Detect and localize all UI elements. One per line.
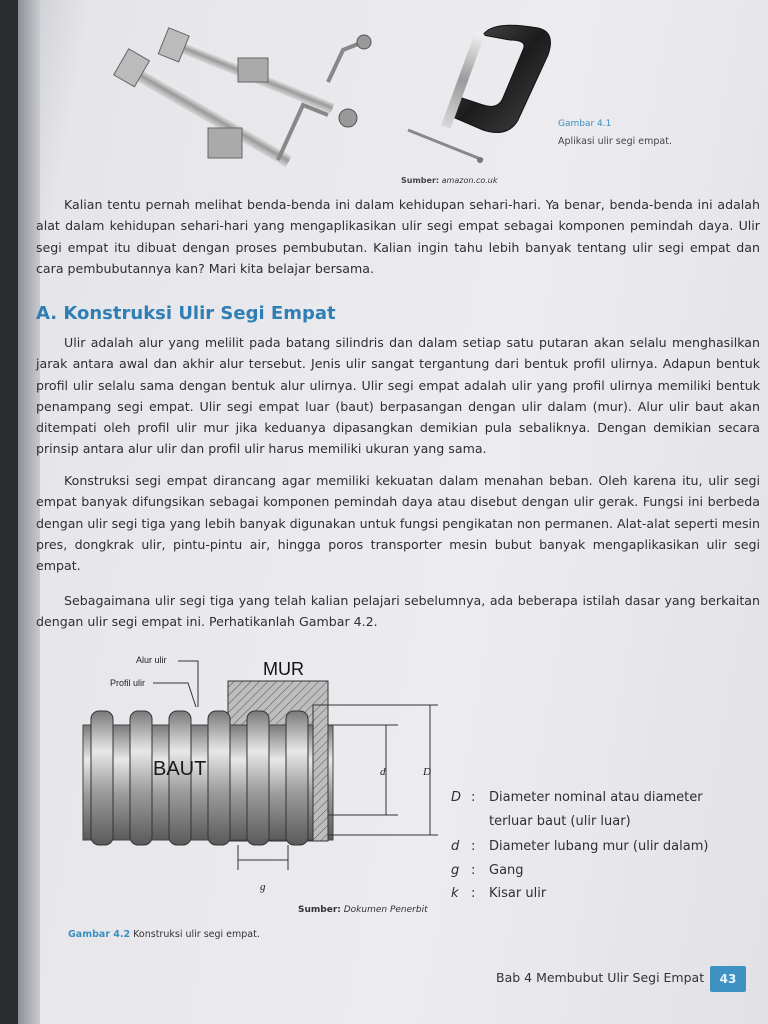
body-paragraph-3: Sebagaimana ulir segi tiga yang telah kalian pelajari sebelumnya, ada beberapa istilah dasar yang berkaitan dengan ulir segi empat ini. Perhatikanlah Gambar 4.2.	[36, 593, 760, 630]
figure-4-1-caption-text: Aplikasi ulir segi empat.	[558, 136, 672, 147]
figure-4-2-caption-text: Konstruksi ulir segi empat.	[133, 929, 260, 940]
label-baut: BAUT	[153, 758, 207, 780]
legend-text: terluar baut (ulir luar)	[489, 814, 631, 829]
figure-4-1-tools-illustration	[98, 10, 578, 190]
legend-row-d: d : Diameter lubang mur (ulir dalam)	[451, 839, 709, 854]
figure-4-1-source-value: amazon.co.uk	[441, 176, 498, 185]
legend-symbol: D	[451, 790, 462, 805]
legend-text: Diameter nominal atau diameter	[489, 790, 703, 805]
label-alur-ulir: Alur ulir	[136, 655, 167, 665]
figure-4-2-thread-diagram	[58, 645, 458, 930]
legend-symbol: g	[451, 863, 460, 878]
figure-4-2-source-value: Dokumen Penerbit	[343, 905, 428, 915]
figure-4-2-source	[298, 905, 428, 915]
figure-4-2-caption	[68, 929, 260, 940]
legend-symbol: d	[451, 839, 460, 854]
legend-text: Gang	[489, 863, 524, 878]
intro-paragraph: Kalian tentu pernah melihat benda-benda ini dalam kehidupan sehari-hari. Ya benar, benda-benda ini adalah alat dalam kehidupan sehari-hari yang mengaplikasikan ulir segi empat sebagai komponen pemindah daya. Ulir segi empat itu dibuat dengan proses pembubutan. Kalian ingin tahu lebih banyak tentang ulir segi empat dan cara pembubutannya kan? Mari kita belajar bersama.	[36, 197, 760, 276]
legend-text: Kisar ulir	[489, 886, 547, 901]
body-paragraph-1: Ulir adalah alur yang melilit pada batang silindris dan dalam setiap satu putaran akan selalu menghasilkan jarak antara awal dan akhir alur tersebut. Jenis ulir sangat tergantung dari bentuk profil ulirnya. Adapun bentuk profil ulir selalu sama dengan bentuk alur ulirnya. Ulir segi empat adalah ulir yang profil ulirnya memiliki bentuk penampang segi empat. Ulir segi empat luar (baut) berpasangan dengan ulir dalam (mur). Alur ulir baut akan ditempati oleh profil ulir mur jika keduanya dipasangkan demikian pula sebaliknya. Dengan demikian secara prinsip antara alur ulir dan profil ulir harus memiliki ukuran yang sama.	[36, 335, 760, 457]
body-paragraph-2: Konstruksi segi empat dirancang agar memiliki kekuatan dalam menahan beban. Oleh karena itu, ulir segi empat banyak difungsikan sebagai komponen pemindah daya atau disebut dengan ulir gerak. Fungsi ini berbeda dengan ulir segi tiga yang lebih banyak digunakan untuk fungsi pengikatan non permanen. Alat-alat seperti mesin pres, dongkrak ulir, pintu-pintu air, hingga poros transporter mesin bubut banyak mengaplikasikan ulir segi empat.	[36, 473, 760, 574]
legend-row-D-continued	[489, 814, 631, 829]
figure-4-1-source	[401, 176, 497, 185]
figure-4-2-caption-title: Gambar 4.2	[68, 929, 131, 940]
figure-4-1-source-label: Sumber:	[401, 176, 440, 185]
book-page	[18, 0, 768, 1024]
label-mur: MUR	[263, 659, 304, 679]
footer-chapter-title: Bab 4 Membubut Ulir Segi Empat	[496, 970, 705, 985]
label-d-small: d	[380, 766, 386, 778]
c-clamp-illustration	[408, 25, 550, 163]
label-profil-ulir: Profil ulir	[110, 678, 146, 688]
page-number-badge: 43	[710, 966, 746, 992]
label-d-big: D	[423, 766, 431, 778]
legend-text: Diameter lubang mur (ulir dalam)	[489, 839, 709, 854]
label-g: g	[260, 881, 266, 893]
legend-row-k: k : Kisar ulir	[451, 886, 547, 901]
legend-row-g: g : Gang	[451, 863, 524, 878]
legend-symbol: k	[451, 886, 459, 901]
figure-4-1-caption-title: Gambar 4.1	[558, 119, 612, 129]
section-heading: A. Konstruksi Ulir Segi Empat	[36, 303, 336, 324]
legend-row-D: D : Diameter nominal atau diameter	[451, 790, 703, 805]
figure-4-2-source-label: Sumber:	[298, 905, 341, 915]
